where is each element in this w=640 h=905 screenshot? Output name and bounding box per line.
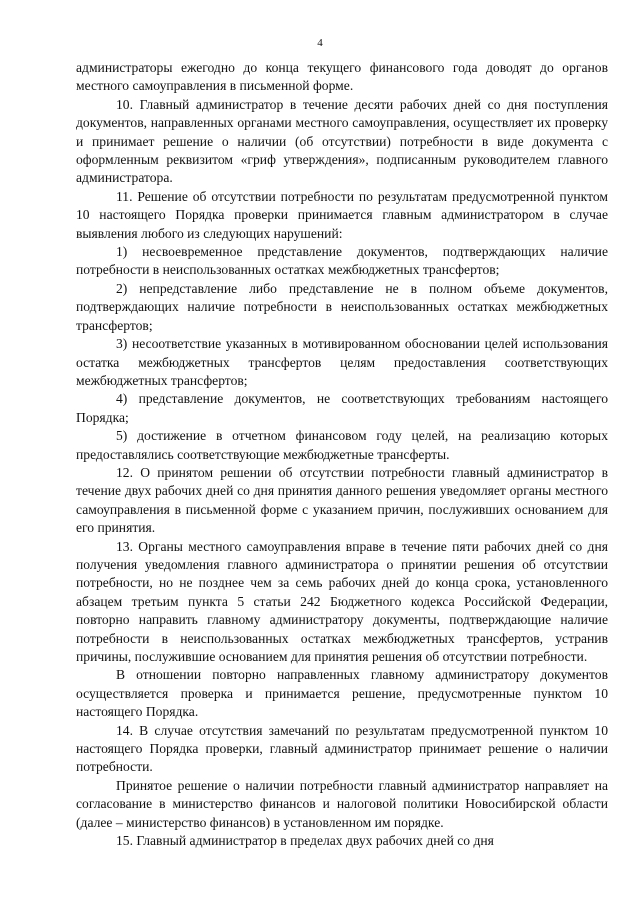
- document-body: [76, 59, 608, 850]
- paragraph-item-14: 14. В случае отсутствия замечаний по результатам предусмотренной пунктом 10 настоящего Порядка проверки, главный администратор принимает решение о наличии потребности.: [76, 722, 608, 775]
- paragraph-item-15: 15. Главный администратор в пределах двух рабочих дней со дня: [116, 833, 494, 849]
- paragraph-continuation: администраторы ежегодно до конца текущего финансового года доводят до органов местного самоуправления в письменной форме.: [76, 60, 608, 94]
- paragraph-item-11: 11. Решение об отсутствии потребности по результатам предусмотренной пунктом 10 настоящего Порядка проверки принимается главным администратором в случае выявления любого из следующих нарушений:: [76, 188, 608, 241]
- paragraph-subitem-5: 5) достижение в отчетном финансовом году целей, на реализацию которых предоставлялись соответствующие межбюджетные трансферты.: [76, 428, 608, 462]
- paragraph-subitem-3: 3) несоответствие указанных в мотивированном обосновании целей использования остатка межбюджетных трансфертов целям предоставления соответствующих межбюджетных трансфертов;: [76, 336, 608, 388]
- paragraph-item-12: 12. О принятом решении об отсутствии потребности главный администратор в течение двух рабочих дней со дня принятия данного решения уведомляет органы местного самоуправления в письменной форме с указанием причин, послуживших основанием для его принятия.: [76, 464, 608, 536]
- paragraph-subitem-2: 2) непредставление либо представление не в полном объеме документов, подтверждающих наличие потребности в неиспользованных остатках межбюджетных трансфертов;: [76, 280, 608, 333]
- paragraph-item-13: 13. Органы местного самоуправления вправе в течение пяти рабочих дней со дня получения уведомления главного администратора о принятии решения об отсутствии потребности, но не позднее чем за семь рабочих дней до конца срока, установленного абзацем третьим пункта 5 статьи 242 Бюджетного кодекса Российской Федерации, повторно направить главному администратору документы, подтверждающие наличие потребности в неиспользованных остатках межбюджетных трансфертов, устранив причины, послужившие основанием для принятия решения об отсутствии потребности.: [76, 538, 608, 664]
- paragraph-item-14-continued: Принятое решение о наличии потребности главный администратор направляет на согласование в министерство финансов и налоговой политики Новосибирской области (далее – министерство финансов) в установленном им порядке.: [76, 777, 608, 830]
- paragraph-subitem-1: 1) несвоевременное представление документов, подтверждающих наличие потребности в неиспользованных остатках межбюджетных трансфертов;: [76, 244, 608, 278]
- page-number: 4: [317, 37, 323, 49]
- paragraph-item-13-continued: В отношении повторно направленных главному администратору документов осуществляется проверка и принимается решение, предусмотренные пунктом 10 настоящего Порядка.: [76, 667, 608, 720]
- paragraph-subitem-4: 4) представление документов, не соответствующих требованиям настоящего Порядка;: [76, 391, 608, 425]
- paragraph-item-10: 10. Главный администратор в течение десяти рабочих дней со дня поступления документов, направленных органами местного самоуправления, осуществляет их проверку и принимает решение о наличии (об отсутствии) потребности в виде документа с оформленным реквизитом «гриф утверждения», подписанным руководителем главного администратора.: [76, 96, 608, 186]
